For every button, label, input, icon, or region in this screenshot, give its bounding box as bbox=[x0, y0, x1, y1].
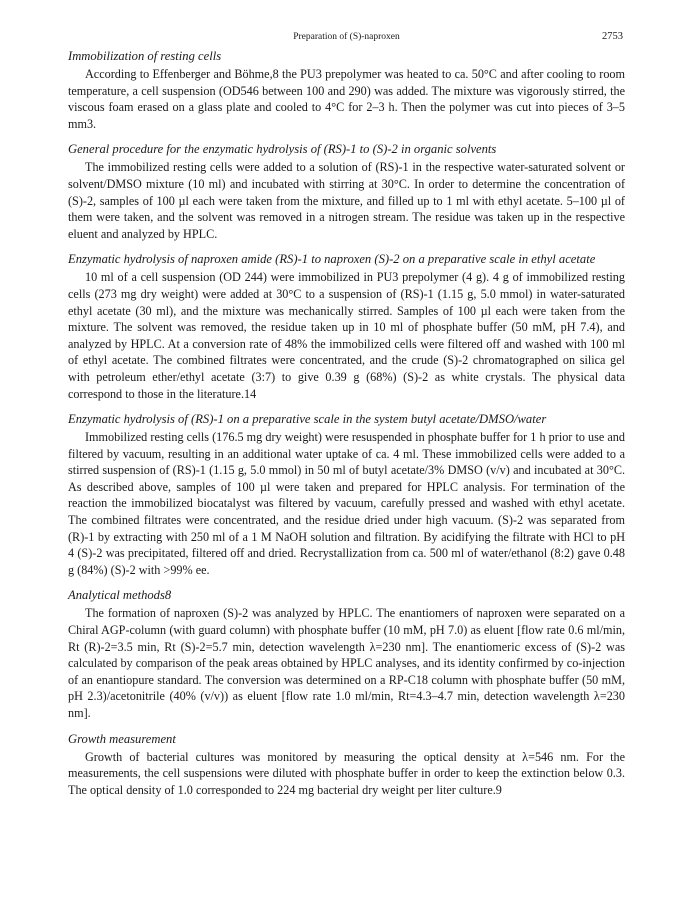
section-heading: Immobilization of resting cells bbox=[68, 49, 222, 63]
section-heading: Analytical methods8 bbox=[68, 588, 172, 603]
running-head-title: Preparation of (S)-naproxen bbox=[293, 32, 400, 42]
section-paragraph: According to Effenberger and Böhme,8 the PU3 prepolymer was heated to ca. 50°C and after cooling to room temperature, a cell suspension (OD546 between 100 and 290) was added. The mixture was vigorously stirred, the viscous foam erased on a glass plate and cooled to 4°C for 2–3 h. Then the polymer was cut into pieces of 3–5 mm3. bbox=[68, 67, 625, 131]
journal-page bbox=[68, 30, 625, 798]
section-heading: General procedure for the enzymatic hydrolysis of (RS)-1 to (S)-2 in organic solvents bbox=[68, 142, 497, 157]
section-preparative-ethyl-acetate bbox=[68, 251, 625, 402]
section-preparative-butyl-acetate bbox=[68, 411, 625, 578]
section-paragraph: The formation of naproxen (S)-2 was analyzed by HPLC. The enantiomers of naproxen were separated on a Chiral AGP-column (with guard column) with phosphate buffer (10 mM, pH 7.0) as eluent [flow rate 0.6 ml/min, Rt (R)-2=3.5 min, Rt (S)-2=5.7 min, detection wavelength λ=230 nm]. The enantiomeric excess of (S)-2 was calculated by comparison of the peak areas obtained by HPLC analyses, and its identity confirmed by co-injection of an enantiopure standard. The conversion was determined on a RP-C18 column with phosphate buffer (50 mM, pH 2.3)/acetonitrile (40% (v/v)) as eluent [flow rate 1.0 ml/min, Rt=4.3–4.7 min, detection wavelength λ=230 nm]. bbox=[68, 606, 625, 720]
section-heading: Growth measurement bbox=[68, 731, 176, 746]
section-growth-measurement bbox=[68, 731, 625, 799]
section-paragraph: 10 ml of a cell suspension (OD 244) were immobilized in PU3 prepolymer (4 g). 4 g of immobilized resting cells (273 mg dry weight) were added at 30°C to a suspension of (RS)-1 (1.15 g, 5.0 mmol) in water-saturated ethyl acetate (30 ml), and the mixture was mechanically stirred. Samples of 100 µl each were taken from the mixture. The solvent was removed, the residue taken up in 10 ml of phosphate buffer (50 mM, pH 7.4), and analyzed by HPLC. At a conversion rate of 48% the immobilized cells were filtered off and washed with 100 ml of ethyl acetate. The combined filtrates were concentrated, and the crude (S)-2 chromatographed on silica gel with petroleum ether/ethyl acetate (3:7) to give 0.39 g (68%) (S)-2 as white crystals. The physical data correspond to those in the literature.14 bbox=[68, 270, 625, 401]
section-immobilization bbox=[68, 48, 625, 132]
page-number: 2753 bbox=[602, 31, 623, 42]
section-analytical-methods bbox=[68, 587, 625, 721]
section-paragraph: Immobilized resting cells (176.5 mg dry weight) were resuspended in phosphate buffer for 1 h prior to use and filtered by vacuum, resulting in an additional water uptake of ca. 4 ml. These immobilized cells were added to a stirred suspension of (RS)-1 (1.15 g, 5.0 mmol) in 50 ml of butyl acetate/3% DMSO (v/v) and incubated at 30°C. As described above, samples of 100 µl were taken and prepared for HPLC analysis. For termination of the reaction the immobilized biocatalyst was filtered by vacuum, carefully pressed and washed with ethyl acetate. The combined filtrates were concentrated, and the residue dried under high vacuum. (S)-2 was separated from (R)-1 by extracting with 250 ml of a 1 M NaOH solution and filtration. By acidifying the filtrate with HCl to pH 4 (S)-2 was precipitated, filtered off and dried. Recrystallization from ca. 500 ml of water/ethanol (8:2) gave 0.48 g (84%) (S)-2 with >99% ee. bbox=[68, 430, 625, 577]
section-general-procedure bbox=[68, 141, 625, 242]
running-head bbox=[68, 30, 625, 48]
section-paragraph: The immobilized resting cells were added to a solution of (RS)-1 in the respective water-saturated solvent or solvent/DMSO mixture (10 ml) and incubated with stirring at 30°C. In order to determine the concentration of (S)-2, samples of 100 µl each were taken from the mixture, and filled up to 1 ml with ethyl acetate. 5–100 µl of them were taken, and the solvent was removed in a nitrogen stream. The residue was taken up in the respective eluent and analyzed by HPLC. bbox=[68, 160, 625, 241]
section-heading: Enzymatic hydrolysis of (RS)-1 on a preparative scale in the system butyl acetate/DMSO/water bbox=[68, 412, 547, 427]
section-paragraph: Growth of bacterial cultures was monitored by measuring the optical density at λ=546 nm. For the measurements, the cell suspensions were diluted with phosphate buffer in order to keep the extinction below 0.3. The optical density of 1.0 corresponded to 224 mg bacterial dry weight per liter culture.9 bbox=[68, 749, 625, 797]
section-heading: Enzymatic hydrolysis of naproxen amide (RS)-1 to naproxen (S)-2 on a preparative scale in ethyl acetate bbox=[68, 252, 596, 267]
